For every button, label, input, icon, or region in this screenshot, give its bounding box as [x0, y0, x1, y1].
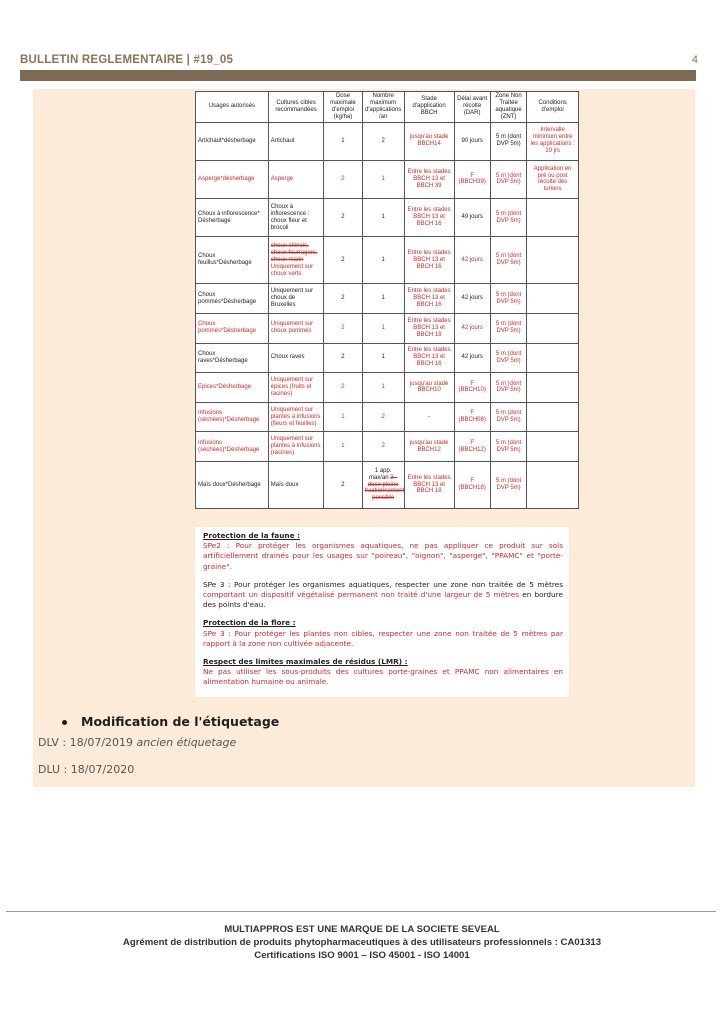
cell-stade: - [404, 402, 454, 432]
cell-cultures: Artichaut [268, 122, 324, 160]
flore-text: SPe 3 : Pour protéger les plantes non cibles, respecter une zone non traitée de 5 mètres par rapport à la zone non cultivée adjacente. [203, 628, 563, 648]
cell-usage: Maïs doux*Désherbage [196, 462, 269, 509]
cell-conditions [527, 432, 579, 462]
cell-dose: 1 [324, 122, 362, 160]
flore-heading: Protection de la flore : [203, 618, 296, 628]
cell-conditions [527, 313, 579, 343]
cell-znt: 5 m (dont DVP 5m) [490, 160, 526, 198]
cell-conditions [527, 199, 579, 237]
cell-znt: 5 m (dont DVP 5m) [490, 462, 526, 509]
lmr-heading: Respect des limites maximales de résidus (LMR) : [203, 657, 408, 667]
regulatory-notes [195, 527, 569, 697]
cell-znt: 5 m (dont DVP 5m) [490, 343, 526, 373]
cell-conditions [527, 237, 579, 284]
cell-cultures: Uniquement sur plantes à infusions (fleurs et feuilles) [268, 402, 324, 432]
cell-dar: F (BBCH12) [454, 432, 490, 462]
header-cultures: Cultures cibles recommandées [268, 92, 324, 123]
cell-nombre: 1 [362, 160, 404, 198]
cell-stade: Entre les stades BBCH 13 et BBCH 18 [404, 313, 454, 343]
header-conditions: Conditions d'emploi [527, 92, 579, 123]
spe3-text-a: SPe 3 : Pour protéger les organismes aquatiques, respecter une zone non traitée de 5 mètres [203, 579, 563, 589]
footer-divider [6, 911, 716, 912]
cell-znt: 5 m (dont DVP 5m) [490, 432, 526, 462]
cell-usage: Asperge*désherbage [196, 160, 269, 198]
cell-usage: Choux pommés*Désherbage [196, 284, 269, 314]
cell-conditions [527, 402, 579, 432]
cell-stade: Entre les stades BBCH 13 et BBCH 18 [404, 462, 454, 509]
table-row [196, 199, 579, 237]
cell-cultures-new: Uniquement sur choux verts [270, 263, 314, 277]
cell-nombre-new: 1 app. max/an [368, 467, 392, 481]
cell-znt: 5 m (dont DVP 5m) [490, 373, 526, 403]
header-dar: Délai avant récolte (DAR) [454, 92, 490, 123]
header-znt: Zone Non Traitée aquatique (ZNT) [490, 92, 526, 123]
cell-conditions [527, 284, 579, 314]
dlv-line [38, 736, 236, 749]
cell-usage: Choux feuillus*Désherbage [196, 237, 269, 284]
cell-cultures: Uniquement sur épices (fruits et racines) [268, 373, 324, 403]
struck-nombre: 3 - dose pleine fractionnement possible [364, 474, 405, 502]
struck-cultures: choux chinois, choux fourragers, choux marin [270, 243, 318, 263]
table-row [196, 122, 579, 160]
cell-conditions [527, 343, 579, 373]
cell-nombre: 1 [362, 237, 404, 284]
cell-usage: Epices*Désherbage [196, 373, 269, 403]
cell-nombre: 2 [362, 402, 404, 432]
header-dose: Dose maximale d'emploi (kg/ha) [324, 92, 362, 123]
cell-usage: Artichaut*désherbage [196, 122, 269, 160]
cell-nombre: 1 [362, 313, 404, 343]
cell-dar: F (BBCH08) [454, 402, 490, 432]
cell-znt: 5 m (dont DVP 5m) [490, 284, 526, 314]
table-row [196, 313, 579, 343]
table-row [196, 237, 579, 284]
cell-dar: F (BBCH39) [454, 160, 490, 198]
cell-nombre: 1 [362, 284, 404, 314]
cell-usage: Choux raves*Désherbage [196, 343, 269, 373]
cell-dose: 2 [324, 284, 362, 314]
table-row [196, 373, 579, 403]
header-bar [20, 70, 696, 81]
cell-znt: 5 m (dont DVP 5m) [490, 313, 526, 343]
header-usages: Usages autorisés [196, 92, 269, 123]
table-row [196, 160, 579, 198]
lmr-text: Ne pas utiliser les sous-produits des cultures porte-graines et PPAMC non alimentaires en alimentation humaine ou animale. [203, 667, 563, 687]
cell-dar: 49 jours [454, 199, 490, 237]
cell-dose: 2 [324, 199, 362, 237]
cell-znt: 5 m (dont DVP 5m) [490, 199, 526, 237]
table-row [196, 462, 579, 509]
footer-certifications: Certifications ISO 9001 – ISO 45001 - ISO 14001 [254, 950, 470, 961]
cell-dose: 1 [324, 432, 362, 462]
spe3-paragraph [203, 580, 563, 611]
cell-stade: Entre les stades BBCH 13 et BBCH 16 [404, 199, 454, 237]
cell-cultures: Uniquement sur choux de Bruxelles [268, 284, 324, 314]
cell-dose: 2 [324, 237, 362, 284]
footer-agrement: Agrément de distribution de produits phytopharmaceutiques à des utilisateurs professionnels : CA01313 [122, 937, 602, 948]
spe2-text: SPe2 : Pour protéger les organismes aquatiques, ne pas appliquer ce produit sur sols artificiellement drainés pour les usages sur "poireau", "oignon", "asperge", "PPAMC" et "porte-graine". [203, 541, 563, 571]
cell-dar: 42 jours [454, 313, 490, 343]
spe3-text-c: en bordure des points d'eau. [203, 590, 563, 610]
table-row [196, 284, 579, 314]
table-header-row [196, 92, 579, 123]
table-row [196, 343, 579, 373]
cell-nombre: 1 [362, 373, 404, 403]
cell-dar: 42 jours [454, 237, 490, 284]
cell-znt: 5 m (dont DVP 5m) [490, 237, 526, 284]
bulletin-title: BULLETIN REGLEMENTAIRE | #19_05 [20, 54, 234, 66]
cell-usage: Infusions (séchées)*Désherbage [196, 432, 269, 462]
cell-dose: 2 [324, 160, 362, 198]
cell-nombre: 1 [362, 199, 404, 237]
cell-cultures [268, 237, 324, 284]
bullet-dot-icon [62, 720, 67, 725]
cell-cultures: Maïs doux [268, 462, 324, 509]
cell-stade: jusqu'au stade BBCH14 [404, 122, 454, 160]
footer-brand: MULTIAPPROS EST UNE MARQUE DE LA SOCIETE SEVEAL [224, 924, 500, 935]
cell-cultures: Choux raves [268, 343, 324, 373]
cell-conditions: Application en pré ou post récolte des turions [527, 160, 579, 198]
table-row [196, 402, 579, 432]
cell-cultures: Uniquement sur plantes à infusions (racines) [268, 432, 324, 462]
header-stade: Stade d'application BBCH [404, 92, 454, 123]
section-bullet [62, 714, 279, 729]
cell-stade: jusqu'au stade BBCH10 [404, 373, 454, 403]
cell-stade: jusqu'au stade BBCH12 [404, 432, 454, 462]
cell-dose: 2 [324, 373, 362, 403]
cell-stade: Entre les stades BBCH 13 et BBCH 39 [404, 160, 454, 198]
cell-dose: 2 [324, 462, 362, 509]
cell-dar: F (BBCH10) [454, 373, 490, 403]
dlv-note: ancien étiquetage [136, 736, 237, 749]
usages-table-container [195, 91, 579, 509]
cell-dar: 90 jours [454, 122, 490, 160]
cell-nombre: 2 [362, 432, 404, 462]
cell-znt: 5 m (dont DVP 5m) [490, 122, 526, 160]
page-number: 4 [691, 54, 698, 66]
cell-cultures: Asperge [268, 160, 324, 198]
cell-conditions: Intervalle minimum entre les applications : 10 jrs [527, 122, 579, 160]
cell-stade: Entre les stades BBCH 13 et BBCH 16 [404, 343, 454, 373]
cell-stade: Entre les stades BBCH 13 et BBCH 16 [404, 237, 454, 284]
dlu-line: DLU : 18/07/2020 [38, 763, 135, 776]
cell-znt: 5 m (dont DVP 5m) [490, 402, 526, 432]
cell-nombre [362, 462, 404, 509]
cell-dose: 2 [324, 313, 362, 343]
cell-dar: 42 jours [454, 284, 490, 314]
cell-usage: Choux pommés*Désherbage [196, 313, 269, 343]
cell-dose: 2 [324, 343, 362, 373]
usages-table [195, 91, 579, 509]
cell-conditions [527, 462, 579, 509]
section-heading: Modification de l'étiquetage [81, 714, 280, 729]
cell-usage: Choux à inflorescence* Désherbage [196, 199, 269, 237]
cell-cultures: Uniquement sur choux pommés [268, 313, 324, 343]
cell-dar: F (BBCH18) [454, 462, 490, 509]
cell-usage: Infusions (séchées)*Désherbage [196, 402, 269, 432]
cell-cultures: Choux à inflorescence : choux fleur et brocoli [268, 199, 324, 237]
faune-heading: Protection de la faune : [203, 531, 301, 540]
header-nombre: Nombre maximum d'applications /an [362, 92, 404, 123]
cell-dar: 42 jours [454, 343, 490, 373]
cell-dose: 1 [324, 402, 362, 432]
cell-stade: Entre les stades BBCH 13 et BBCH 16 [404, 284, 454, 314]
dlv-date: DLV : 18/07/2019 [38, 736, 134, 749]
cell-conditions [527, 373, 579, 403]
spe3-text-b: comportant un dispositif végétalisé permanent non traité d'une largeur de 5 mètres [203, 590, 520, 600]
cell-nombre: 2 [362, 122, 404, 160]
cell-nombre: 1 [362, 343, 404, 373]
table-row [196, 432, 579, 462]
